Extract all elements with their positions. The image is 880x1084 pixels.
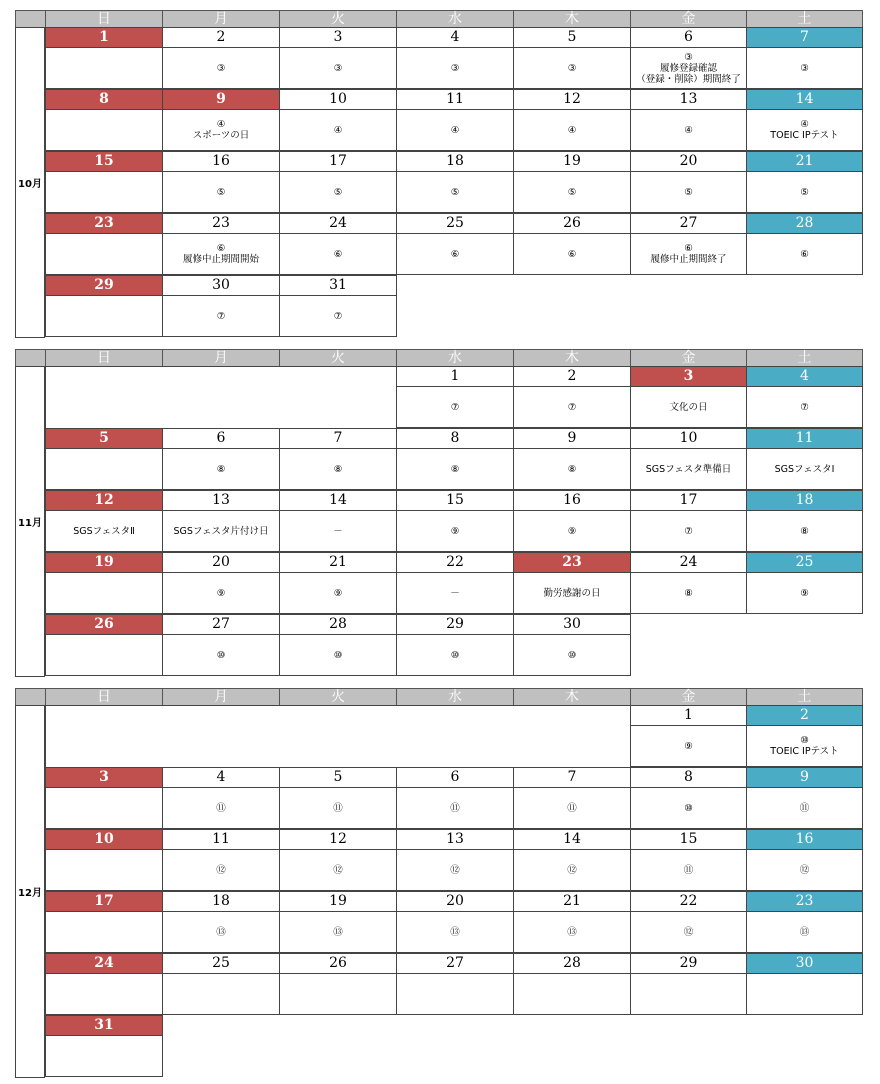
month-label: 10月	[15, 27, 45, 338]
day-number: 16	[513, 490, 631, 511]
day-number: 22	[396, 552, 514, 573]
day-note	[45, 911, 163, 953]
day-number: 23	[162, 213, 280, 234]
day-note: ⑦	[630, 510, 747, 552]
day-note	[45, 171, 163, 213]
month-section	[15, 349, 862, 677]
day-note: ⑧	[279, 448, 397, 490]
day-number: 16	[746, 829, 863, 850]
day-number: 23	[45, 213, 163, 234]
day-note: ⑩	[396, 634, 514, 676]
day-number: 23	[513, 552, 631, 573]
day-number: 19	[513, 151, 631, 172]
day-number: 31	[45, 1015, 163, 1036]
day-note: ⑨	[513, 510, 631, 552]
day-note: SGSフェスタ片付け日	[162, 510, 280, 552]
day-note: SGSフェスタⅡ	[45, 510, 163, 552]
month-section	[15, 688, 862, 1078]
day-note: ⑧	[746, 510, 863, 552]
month-section	[15, 10, 862, 338]
day-note: ⑨	[396, 510, 514, 552]
day-note: ⑤	[513, 171, 631, 213]
day-note: ⑤	[396, 171, 514, 213]
day-number: 27	[396, 953, 514, 974]
weekday-header: 月	[162, 10, 280, 28]
day-note: ⑩	[630, 787, 747, 829]
weekday-header: 水	[396, 10, 514, 28]
day-note: ③ 履修登録確認 （登録・削除）期間終了	[630, 47, 747, 89]
weekday-header: 金	[630, 349, 747, 367]
day-note	[45, 233, 163, 275]
day-note: ⑫	[746, 849, 863, 891]
day-note: 文化の日	[630, 386, 747, 428]
day-number: 11	[162, 829, 280, 850]
day-note: ⑫	[162, 849, 280, 891]
day-number: 20	[162, 552, 280, 573]
day-number: 17	[279, 151, 397, 172]
month-label: 11月	[15, 366, 45, 677]
weekday-header: 日	[45, 10, 163, 28]
weekday-header: 木	[513, 349, 631, 367]
day-number: 20	[630, 151, 747, 172]
day-number: 1	[630, 705, 747, 726]
day-note: ⑨	[162, 572, 280, 614]
day-number: 11	[746, 428, 863, 449]
day-note: ⑨	[279, 572, 397, 614]
header-corner	[15, 349, 46, 367]
day-number: 30	[746, 953, 863, 974]
day-note: ⑧	[630, 572, 747, 614]
day-number: 29	[396, 614, 514, 635]
day-note	[162, 973, 280, 1015]
day-number: 5	[45, 428, 163, 449]
day-note: ⑦	[396, 386, 514, 428]
day-note: ⑤	[279, 171, 397, 213]
day-number: 8	[45, 89, 163, 110]
day-number: 2	[162, 27, 280, 48]
day-note: ⑪	[162, 787, 280, 829]
day-note: ⑪	[279, 787, 397, 829]
day-note: ⑫	[279, 849, 397, 891]
day-number: 24	[630, 552, 747, 573]
day-number: 26	[513, 213, 631, 234]
day-note	[45, 448, 163, 490]
day-number: 19	[279, 891, 397, 912]
day-number: 14	[279, 490, 397, 511]
day-note: ⑥	[396, 233, 514, 275]
day-note: ④ スポーツの日	[162, 109, 280, 151]
day-number: 21	[279, 552, 397, 573]
day-number: 4	[162, 767, 280, 788]
day-number: 15	[630, 829, 747, 850]
day-note: ⑨	[630, 725, 747, 767]
day-note: ⑦	[746, 386, 863, 428]
day-note: ⑦	[279, 295, 397, 337]
day-note	[45, 849, 163, 891]
day-number: 11	[396, 89, 514, 110]
day-note	[630, 973, 747, 1015]
day-number: 9	[513, 428, 631, 449]
day-number: 5	[279, 767, 397, 788]
weekday-header: 月	[162, 349, 280, 367]
day-number: 24	[45, 953, 163, 974]
day-number: 29	[630, 953, 747, 974]
day-number: 17	[45, 891, 163, 912]
day-note: ⑫	[396, 849, 514, 891]
day-number: 25	[162, 953, 280, 974]
day-number: 30	[162, 275, 280, 296]
day-note: 勤労感謝の日	[513, 572, 631, 614]
weekday-header: 日	[45, 349, 163, 367]
day-note	[45, 295, 163, 337]
day-number: 13	[162, 490, 280, 511]
day-number: 25	[396, 213, 514, 234]
day-number: 22	[630, 891, 747, 912]
weekday-header: 土	[746, 349, 863, 367]
day-note	[396, 973, 514, 1015]
day-number: 23	[746, 891, 863, 912]
weekday-header: 水	[396, 688, 514, 706]
weekday-header: 水	[396, 349, 514, 367]
day-note: ④	[396, 109, 514, 151]
day-note: ⑩	[513, 634, 631, 676]
weekday-header: 金	[630, 10, 747, 28]
day-number: 12	[279, 829, 397, 850]
day-note: ⑬	[746, 911, 863, 953]
day-note	[45, 109, 163, 151]
day-number: 8	[396, 428, 514, 449]
day-number: 15	[45, 151, 163, 172]
day-number: 24	[279, 213, 397, 234]
day-note: ⑤	[630, 171, 747, 213]
day-number: 7	[746, 27, 863, 48]
day-number: 6	[630, 27, 747, 48]
day-number: 25	[746, 552, 863, 573]
empty-cells	[45, 366, 397, 429]
day-number: 21	[513, 891, 631, 912]
day-note: ③	[746, 47, 863, 89]
day-number: 12	[513, 89, 631, 110]
weekday-header: 日	[45, 688, 163, 706]
month-label: 12月	[15, 705, 45, 1078]
day-note: ⑫	[630, 911, 747, 953]
day-number: 27	[162, 614, 280, 635]
day-number: 28	[746, 213, 863, 234]
day-number: 10	[630, 428, 747, 449]
day-number: 26	[279, 953, 397, 974]
empty-cells	[45, 705, 631, 768]
day-number: 28	[513, 953, 631, 974]
weekday-header: 火	[279, 688, 397, 706]
day-number: 18	[746, 490, 863, 511]
day-number: 21	[746, 151, 863, 172]
day-number: 28	[279, 614, 397, 635]
weekday-header: 土	[746, 10, 863, 28]
day-note: ③	[162, 47, 280, 89]
weekday-header: 火	[279, 349, 397, 367]
weekday-header: 木	[513, 10, 631, 28]
day-number: 15	[396, 490, 514, 511]
day-note: ⑪	[746, 787, 863, 829]
day-number: 4	[396, 27, 514, 48]
day-note	[746, 973, 863, 1015]
day-number: 5	[513, 27, 631, 48]
day-number: 3	[279, 27, 397, 48]
day-note: ④	[630, 109, 747, 151]
day-note: SGSフェスタ準備日	[630, 448, 747, 490]
header-corner	[15, 688, 46, 706]
day-number: 3	[630, 366, 747, 387]
day-number: 26	[45, 614, 163, 635]
day-number: 6	[162, 428, 280, 449]
day-note	[45, 47, 163, 89]
day-number: 3	[45, 767, 163, 788]
day-note: ⑬	[162, 911, 280, 953]
day-note: ⑩	[279, 634, 397, 676]
day-note: ⑧	[513, 448, 631, 490]
day-note: ④	[279, 109, 397, 151]
day-number: 19	[45, 552, 163, 573]
weekday-header: 火	[279, 10, 397, 28]
day-note	[513, 973, 631, 1015]
day-note: ⑪	[630, 849, 747, 891]
day-number: 18	[162, 891, 280, 912]
day-note: ③	[396, 47, 514, 89]
day-note: －	[279, 510, 397, 552]
weekday-header: 金	[630, 688, 747, 706]
day-number: 31	[279, 275, 397, 296]
day-note: ⑧	[396, 448, 514, 490]
day-note: ⑫	[513, 849, 631, 891]
day-note: ⑬	[513, 911, 631, 953]
weekday-header: 土	[746, 688, 863, 706]
day-note: ⑪	[513, 787, 631, 829]
day-note: ⑥	[746, 233, 863, 275]
day-note: －	[396, 572, 514, 614]
day-number: 30	[513, 614, 631, 635]
day-number: 20	[396, 891, 514, 912]
day-note: ⑧	[162, 448, 280, 490]
day-number: 12	[45, 490, 163, 511]
day-note: SGSフェスタⅠ	[746, 448, 863, 490]
day-number: 7	[279, 428, 397, 449]
day-note: ③	[513, 47, 631, 89]
day-note: ⑥	[513, 233, 631, 275]
day-note: ④	[513, 109, 631, 151]
day-number: 13	[396, 829, 514, 850]
day-note: ⑬	[396, 911, 514, 953]
day-note: ⑥	[279, 233, 397, 275]
day-note: ⑥ 履修中止期間開始	[162, 233, 280, 275]
day-note	[45, 1035, 163, 1077]
day-note	[45, 572, 163, 614]
day-note: ⑥ 履修中止期間終了	[630, 233, 747, 275]
day-note	[45, 634, 163, 676]
day-number: 6	[396, 767, 514, 788]
day-number: 9	[746, 767, 863, 788]
day-number: 8	[630, 767, 747, 788]
day-number: 10	[279, 89, 397, 110]
day-number: 14	[746, 89, 863, 110]
day-note: ⑬	[279, 911, 397, 953]
day-number: 14	[513, 829, 631, 850]
header-corner	[15, 10, 46, 28]
day-number: 27	[630, 213, 747, 234]
day-note: ⑦	[513, 386, 631, 428]
day-note	[45, 973, 163, 1015]
weekday-header: 木	[513, 688, 631, 706]
day-note: ⑤	[746, 171, 863, 213]
day-number: 2	[746, 705, 863, 726]
day-note: ⑨	[746, 572, 863, 614]
day-number: 29	[45, 275, 163, 296]
day-number: 7	[513, 767, 631, 788]
day-number: 1	[396, 366, 514, 387]
day-note: ⑩ TOEIC IPテスト	[746, 725, 863, 767]
day-number: 16	[162, 151, 280, 172]
day-number: 9	[162, 89, 280, 110]
weekday-header: 月	[162, 688, 280, 706]
day-note: ⑦	[162, 295, 280, 337]
day-note: ⑪	[396, 787, 514, 829]
day-note: ③	[279, 47, 397, 89]
day-number: 2	[513, 366, 631, 387]
day-number: 13	[630, 89, 747, 110]
day-note	[279, 973, 397, 1015]
day-number: 4	[746, 366, 863, 387]
day-number: 10	[45, 829, 163, 850]
day-number: 18	[396, 151, 514, 172]
day-number: 1	[45, 27, 163, 48]
day-note: ④ TOEIC IPテスト	[746, 109, 863, 151]
day-number: 17	[630, 490, 747, 511]
day-note: ⑩	[162, 634, 280, 676]
day-note	[45, 787, 163, 829]
day-note: ⑤	[162, 171, 280, 213]
